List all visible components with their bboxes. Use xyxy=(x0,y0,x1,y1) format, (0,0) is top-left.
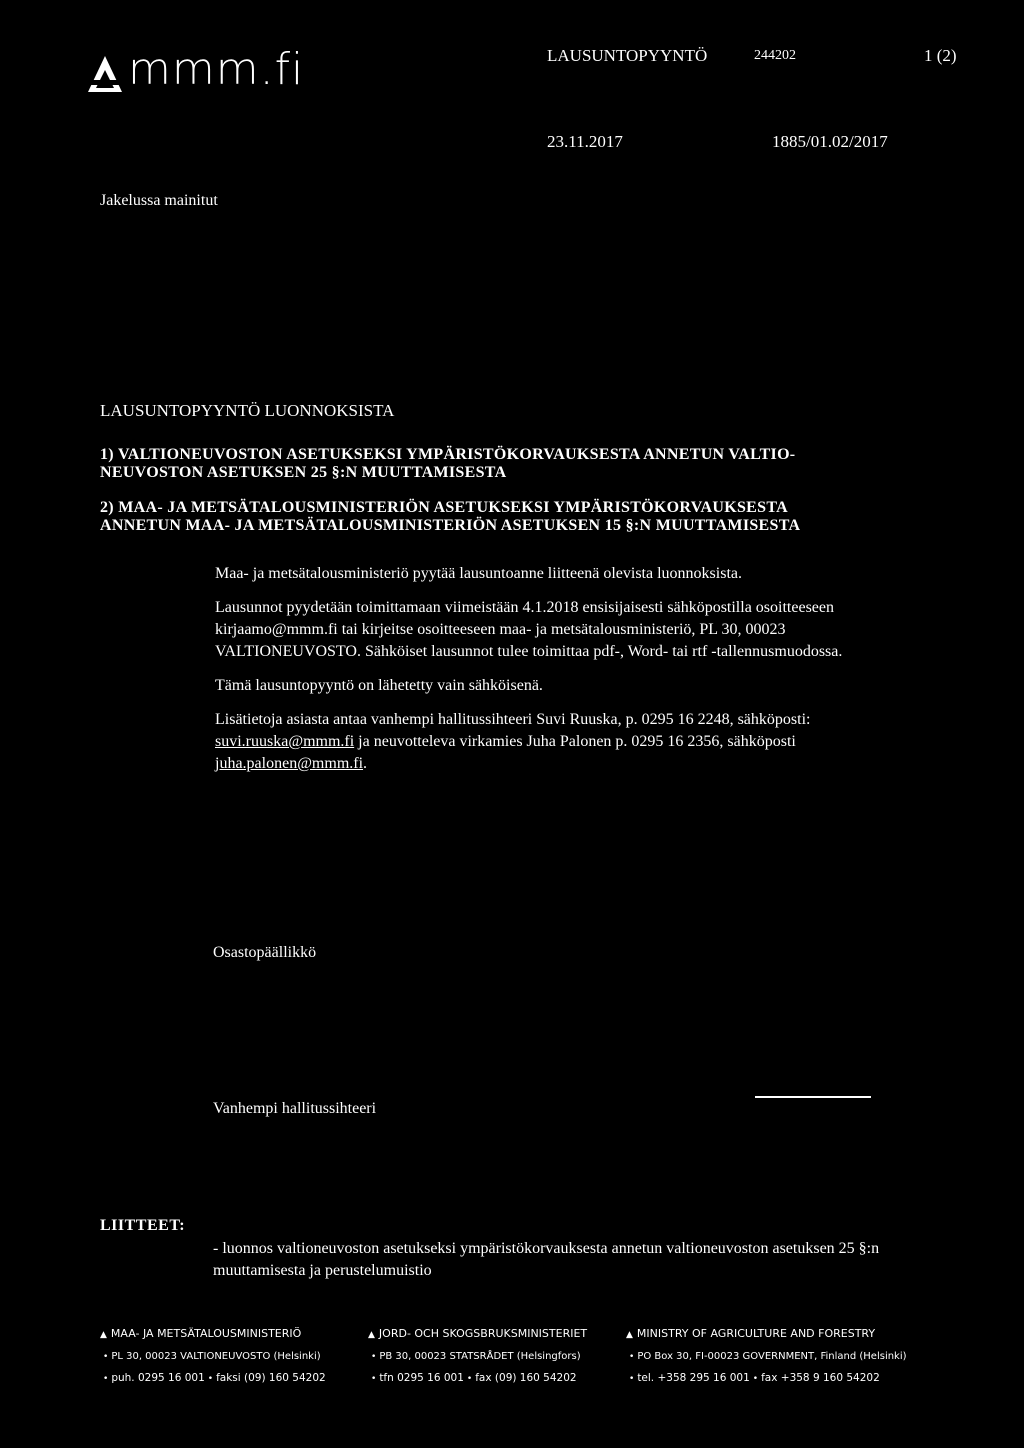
body-paragraph-4 xyxy=(215,709,935,775)
page-title: LAUSUNTOPYYNTÖ LUONNOKSISTA xyxy=(100,401,395,420)
attachments-label: LIITTEET: xyxy=(100,1217,186,1234)
doc-date: 23.11.2017 xyxy=(547,132,623,151)
footer-address-fi: PL 30, 00023 VALTIONEUVOSTO (Helsinki) xyxy=(111,1351,321,1362)
footer-fax-sv: fax (09) 160 54202 xyxy=(475,1372,577,1384)
footer-name-fi: MAA- JA METSÄTALOUSMINISTERIÖ xyxy=(110,1327,302,1340)
footer-bullet-icon: • xyxy=(371,1352,377,1362)
footer-fax-en: fax +358 9 160 54202 xyxy=(761,1372,880,1384)
contact-text-end: . xyxy=(363,755,368,772)
page-number: 1 (2) xyxy=(924,46,957,65)
footer-triangle-icon: ▲ xyxy=(100,1330,107,1340)
heading-item-2-line2: ANNETUN MAA- JA METSÄTALOUSMINISTERIÖN ASETUKSEN 15 §:N MUUTTAMISESTA xyxy=(100,517,801,534)
body-paragraph-2: Lausunnot pyydetään toimittamaan viimeistään 4.1.2018 ensisijaisesti sähköpostilla osoitteeseen kirjaamo@mmm.fi tai kirjeitse osoitteeseen maa- ja metsätalousministeriö, PL 30, 00023 VALTIONEUVOSTO. Sähköiset lausunnot tulee toimittaa pdf-, Word- tai rtf -tallennusmuodossa. xyxy=(215,599,843,660)
footer-phone-fi: puh. 0295 16 001 xyxy=(111,1372,205,1384)
doc-reference: 1885/01.02/2017 xyxy=(772,132,888,151)
body-text xyxy=(215,563,935,787)
heading-item-2-line1: 2) MAA- JA METSÄTALOUSMINISTERIÖN ASETUKSEKSI YMPÄRISTÖKORVAUKSESTA xyxy=(100,499,788,516)
email-link-ruuska[interactable]: suvi.ruuska@mmm.fi xyxy=(215,733,355,750)
footer-bullet-icon: • xyxy=(103,1352,109,1362)
footer-bullet-icon: • xyxy=(371,1374,377,1384)
contact-text-mid: ja neuvotteleva virkamies Juha Palonen p. 0295 16 2356, sähköposti xyxy=(354,733,796,750)
footer-name-sv: JORD- OCH SKOGSBRUKSMINISTERIET xyxy=(378,1327,588,1340)
recipient: Jakelussa mainitut xyxy=(100,192,218,209)
signature-role-2: Vanhempi hallitussihteeri xyxy=(213,1100,377,1117)
email-link-palonen[interactable]: juha.palonen@mmm.fi xyxy=(215,755,364,772)
signature-role-1: Osastopäällikkö xyxy=(213,944,317,961)
footer-address-sv: PB 30, 00023 STATSRÅDET (Helsingfors) xyxy=(379,1351,581,1362)
heading-item-1 xyxy=(100,446,940,482)
footer-fax-fi: faksi (09) 160 54202 xyxy=(216,1372,326,1384)
footer-bullet-icon: • xyxy=(752,1374,759,1384)
footer-bullet-icon: • xyxy=(466,1374,473,1384)
doc-number: 244202 xyxy=(754,48,796,63)
footer-col-fi xyxy=(100,1323,326,1390)
logo-triangle-icon xyxy=(88,56,122,92)
doc-type: LAUSUNTOPYYNTÖ xyxy=(547,46,708,65)
body-paragraph-3: Tämä lausuntopyyntö on lähetetty vain sähköisenä. xyxy=(215,677,543,694)
footer-address-en: PO Box 30, FI-00023 GOVERNMENT, Finland (Helsinki) xyxy=(637,1351,907,1362)
footer-bullet-icon: • xyxy=(629,1374,635,1384)
footer-name-en: MINISTRY OF AGRICULTURE AND FORESTRY xyxy=(636,1327,876,1340)
signature-line xyxy=(755,1096,871,1098)
heading-item-1-line2: NEUVOSTON ASETUKSEN 25 §:N MUUTTAMISESTA xyxy=(100,464,507,481)
footer-phone-en: tel. +358 295 16 001 xyxy=(637,1372,750,1384)
ministry-logo xyxy=(88,44,305,95)
footer-triangle-icon: ▲ xyxy=(626,1330,633,1340)
footer-col-sv xyxy=(368,1323,587,1390)
contact-text-start: Lisätietoja asiasta antaa vanhempi hallitussihteeri Suvi Ruuska, p. 0295 16 2248, sähköposti: xyxy=(215,711,811,728)
footer-col-en xyxy=(626,1323,907,1390)
footer-triangle-icon: ▲ xyxy=(368,1330,375,1340)
attachment-item-1: - luonnos valtioneuvoston asetukseksi ympäristökorvauksesta annetun valtioneuvoston asetuksen 25 §:n muuttamisesta ja perustelumuistio xyxy=(213,1240,880,1279)
logo-text: mmm.fi xyxy=(128,44,305,95)
footer-bullet-icon: • xyxy=(207,1374,214,1384)
footer-bullet-icon: • xyxy=(103,1374,109,1384)
footer-bullet-icon: • xyxy=(629,1352,635,1362)
heading-item-1-line1: 1) VALTIONEUVOSTON ASETUKSEKSI YMPÄRISTÖKORVAUKSESTA ANNETUN VALTIO- xyxy=(100,446,796,463)
heading-item-2 xyxy=(100,499,960,535)
body-paragraph-1: Maa- ja metsätalousministeriö pyytää lausuntoanne liitteenä olevista luonnoksista. xyxy=(215,565,742,582)
footer-phone-sv: tfn 0295 16 001 xyxy=(379,1372,464,1384)
